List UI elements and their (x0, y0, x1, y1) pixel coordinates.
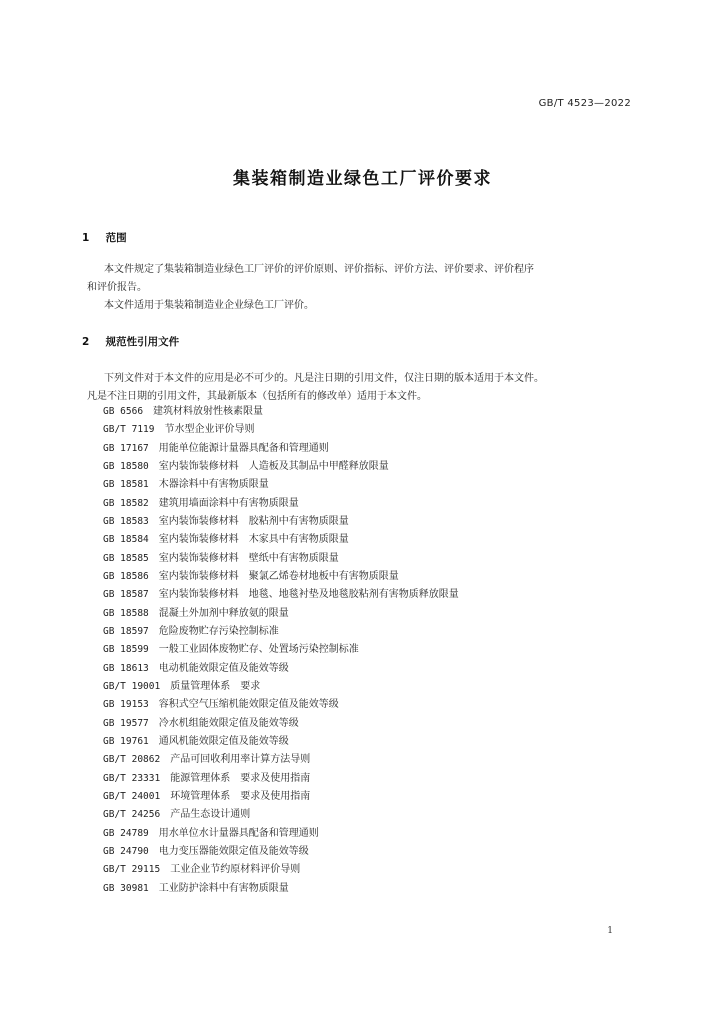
reference-title: 室内装饰装修材料 地毯、地毯衬垫及地毯胶粘剂有害物质释放限量 (158, 589, 459, 601)
reference-item (103, 806, 623, 824)
section-heading-scope (82, 230, 127, 245)
page-number: 1 (607, 926, 613, 936)
reference-title: 产品生态设计通则 (170, 809, 251, 821)
reference-item (103, 770, 623, 788)
reference-code: GB 18613 (103, 662, 149, 674)
reference-code: GB/T 20862 (103, 754, 161, 766)
reference-code: GB 18599 (103, 644, 149, 656)
reference-item (103, 861, 623, 879)
reference-title: 电力变压器能效限定值及能效等级 (158, 845, 309, 857)
reference-title: 室内装饰装修材料 人造板及其制品中甲醛释放限量 (158, 460, 389, 472)
reference-code: GB 30981 (103, 882, 149, 894)
reference-list (103, 403, 623, 898)
reference-item (103, 660, 623, 678)
reference-code: GB 18582 (103, 497, 149, 509)
standard-code: GB/T 4523—2022 (538, 98, 631, 109)
reference-title: 电动机能效限定值及能效等级 (158, 662, 289, 674)
reference-title: 室内装饰装修材料 胶粘剂中有害物质限量 (158, 515, 349, 527)
reference-title: 冷水机组能效限定值及能效等级 (158, 717, 299, 729)
reference-title: 容积式空气压缩机能效限定值及能效等级 (158, 699, 339, 711)
reference-code: GB 18584 (103, 534, 149, 546)
references-intro-paragraph (87, 370, 635, 406)
reference-item (103, 751, 623, 769)
section-heading-normative-references (82, 334, 179, 349)
reference-item (103, 586, 623, 604)
reference-title: 环境管理体系 要求及使用指南 (170, 790, 311, 802)
reference-item (103, 880, 623, 898)
reference-title: 质量管理体系 要求 (170, 680, 261, 692)
reference-title: 建筑用墙面涂料中有害物质限量 (158, 497, 299, 509)
reference-code: GB 24789 (103, 827, 149, 839)
reference-code: GB 18588 (103, 607, 149, 619)
reference-code: GB/T 24256 (103, 809, 161, 821)
reference-title: 工业防护涂料中有害物质限量 (158, 882, 289, 894)
reference-code: GB 17167 (103, 442, 149, 454)
section-title: 范围 (105, 232, 127, 244)
reference-item (103, 733, 623, 751)
reference-title: 一般工业固体废物贮存、处置场污染控制标准 (158, 644, 359, 656)
reference-title: 建筑材料放射性核素限量 (153, 406, 264, 417)
section-title: 规范性引用文件 (105, 336, 180, 348)
reference-code: GB/T 24001 (103, 790, 161, 802)
reference-item (103, 825, 623, 843)
reference-code: GB/T 7119 (103, 424, 155, 436)
reference-title: 通风机能效限定值及能效等级 (158, 735, 289, 747)
reference-code: GB/T 29115 (103, 864, 161, 876)
document-title: 集装箱制造业绿色工厂评价要求 (233, 169, 492, 189)
reference-code: GB 19761 (103, 735, 149, 747)
reference-item (103, 788, 623, 806)
reference-item (103, 605, 623, 623)
reference-title: 室内装饰装修材料 聚氯乙烯卷材地板中有害物质限量 (158, 570, 399, 582)
reference-code: GB/T 19001 (103, 680, 161, 692)
reference-code: GB 18597 (103, 625, 149, 637)
reference-title: 工业企业节约原材料评价导则 (170, 864, 301, 876)
reference-title: 危险废物贮存污染控制标准 (158, 625, 279, 637)
reference-item (103, 476, 623, 494)
reference-title: 混凝土外加剂中释放氨的限量 (158, 607, 289, 619)
reference-item (103, 531, 623, 549)
reference-code: GB 18580 (103, 460, 149, 472)
reference-item (103, 678, 623, 696)
reference-title: 木器涂料中有害物质限量 (158, 479, 269, 491)
reference-code: GB 6566 (103, 406, 144, 417)
reference-code: GB 19153 (103, 699, 149, 711)
paragraph-line: 本文件适用于集装箱制造业企业绿色工厂评价。 (104, 300, 314, 311)
section-number: 2 (82, 336, 90, 348)
reference-title: 室内装饰装修材料 木家具中有害物质限量 (158, 534, 349, 546)
reference-code: GB/T 23331 (103, 772, 161, 784)
reference-code: GB 18586 (103, 570, 149, 582)
reference-title: 节水型企业评价导则 (164, 424, 255, 436)
reference-item (103, 550, 623, 568)
reference-item (103, 495, 623, 513)
reference-item (103, 696, 623, 714)
reference-title: 能源管理体系 要求及使用指南 (170, 772, 311, 784)
reference-code: GB 18581 (103, 479, 149, 491)
reference-item (103, 843, 623, 861)
reference-item (103, 403, 623, 421)
reference-item (103, 715, 623, 733)
reference-title: 产品可回收利用率计算方法导则 (170, 754, 311, 766)
reference-item (103, 421, 623, 439)
reference-title: 室内装饰装修材料 壁纸中有害物质限量 (158, 552, 339, 564)
reference-title: 用能单位能源计量器具配备和管理通则 (158, 442, 329, 454)
reference-item (103, 641, 623, 659)
reference-item (103, 568, 623, 586)
reference-title: 用水单位水计量器具配备和管理通则 (158, 827, 319, 839)
paragraph-line: 本文件规定了集装箱制造业绿色工厂评价的评价原则、评价指标、评价方法、评价要求、评价程序 (104, 264, 534, 275)
paragraph-line: 下列文件对于本文件的应用是必不可少的。凡是注日期的引用文件，仅注日期的版本适用于本文件。 (104, 373, 544, 384)
reference-code: GB 19577 (103, 717, 149, 729)
reference-item (103, 458, 623, 476)
paragraph-line: 凡是不注日期的引用文件，其最新版本（包括所有的修改单）适用于本文件。 (87, 391, 427, 402)
reference-code: GB 18585 (103, 552, 149, 564)
reference-item (103, 623, 623, 641)
reference-item (103, 513, 623, 531)
section-number: 1 (82, 232, 90, 244)
reference-item (103, 440, 623, 458)
paragraph-line: 和评价报告。 (87, 282, 147, 293)
reference-code: GB 18587 (103, 589, 149, 601)
scope-paragraph-2 (90, 297, 635, 315)
scope-paragraph-1 (87, 261, 635, 297)
reference-code: GB 24790 (103, 845, 149, 857)
reference-code: GB 18583 (103, 515, 149, 527)
